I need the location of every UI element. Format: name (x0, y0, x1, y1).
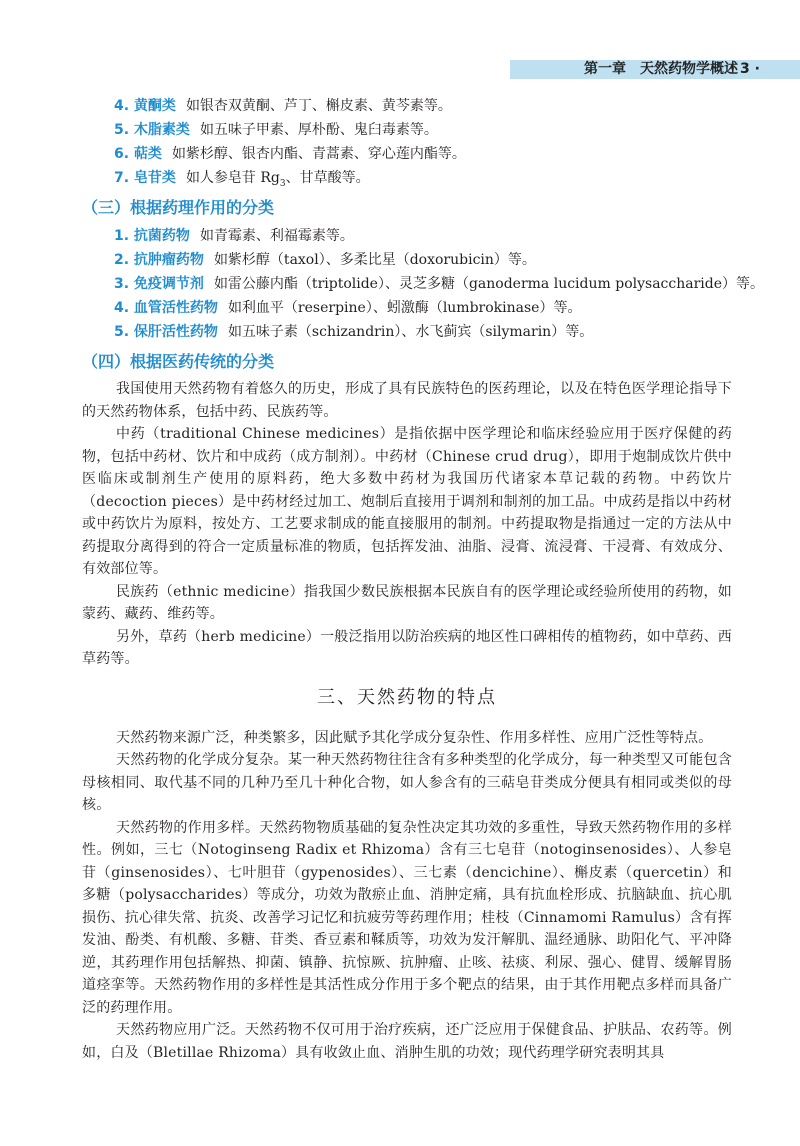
paragraph: 中药（traditional Chinese medicines）是指依据中医学理论和临床经验应用于医疗保健的药物，包括中药材、饮片和中成药（成方制剂）。中药材（Chinese crud drug），即用于炮制成饮片供中医临床或制剂生产使用的原料药，绝大多数中药材为我国历代诸家本草记载的药物。中药饮片（decoction pieces）是中药材经过加工、炮制后直接用于调剂和制剂的加工品。中成药是指以中药材或中药饮片为原料，按处方、工艺要求制成的能直接服用的制剂。中药提取物是指通过一定的方法从中药提取分离得到的符合一定质量标准的物质，包括挥发油、油脂、浸膏、流浸膏、干浸膏、有效成分、有效部位等。 (82, 426, 732, 577)
list-item: 7. 皂苷类 如人参皂苷 $Rg_3$、甘草酸等。 (114, 170, 370, 189)
section-heading: （三）根据药理作用的分类 (82, 198, 275, 217)
section-heading: （四）根据医药传统的分类 (82, 352, 275, 371)
paragraph: 另外，草药（herb medicine）一般泛指用以防治疾病的地区性口碑相传的植物药，如中草药、西草药等。 (82, 628, 732, 667)
paragraph: 天然药物的化学成分复杂。某一种天然药物往往含有多种类型的化学成分，每一种类型又可能包含母核相同、取代基不同的几种乃至几十种化合物，如人参含有的三萜皂苷类成分便具有相同或类似的母核。 (82, 752, 732, 813)
list-item: 6. 萜类 如紫杉醇、银杏内酯、青蒿素、穿心莲内酯等。 (114, 146, 466, 162)
list-item: 5. 木脂素类 如五味子甲素、厚朴酚、鬼臼毒素等。 (114, 122, 438, 138)
paragraph: 天然药物的作用多样。天然药物物质基础的复杂性决定其功效的多重性，导致天然药物作用的多样性。例如，三七（Notoginseng Radix et Rhizoma）含有三七皂苷（notoginsenosides）、人参皂苷（ginsenosides）、七叶胆苷（gypenosides）、三七素（dencichine）、槲皮素（quercetin）和多糖（polysaccharides）等成分，功效为散瘀止血、消肿定痛，具有抗血栓形成、抗脑缺血、抗心肌损伤、抗心律失常、抗炎、改善学习记忆和抗疲劳等药理作用；桂枝（Cinnamomi Ramulus）含有挥发油、酚类、有机酸、多糖、苷类、香豆素和鞣质等，功效为发汗解肌、温经通脉、助阳化气、平冲降逆，其药理作用包括解热、抑菌、镇静、抗惊厥、抗肿瘤、止咳、祛痰、利尿、强心、健胃、缓解胃肠道痉挛等。天然药物作用的多样性是其活性成分作用于多个靶点的结果，由于其作用靶点多样而具备广泛的药理作用。 (82, 819, 732, 1016)
paragraph: 天然药物来源广泛，种类繁多，因此赋予其化学成分复杂性、作用多样性、应用广泛性等特点。 (116, 729, 713, 746)
list-item: 2. 抗肿瘤药物 如紫杉醇（taxol）、多柔比星（doxorubicin）等。 (114, 252, 536, 268)
page-number: · 3 · (729, 61, 760, 77)
chapter-header: 第一章 天然药物学概述 (584, 61, 738, 77)
section-title: 三、天然药物的特点 (317, 686, 497, 708)
paragraph: 我国使用天然药物有着悠久的历史，形成了具有民族特色的医药理论，以及在特色医学理论指导下的天然药物体系，包括中药、民族药等。 (82, 381, 732, 420)
paragraph: 天然药物应用广泛。天然药物不仅可用于治疗疾病，还广泛应用于保健食品、护肤品、农药等。例如，白及（Bletillae Rhizoma）具有收敛止血、消肿生肌的功效；现代药理学研究表明其具 (82, 1022, 732, 1061)
paragraph: 民族药（ethnic medicine）指我国少数民族根据本民族自有的医学理论或经验所使用的药物，如蒙药、藏药、维药等。 (82, 583, 732, 622)
page-content (82, 94, 765, 1064)
list-item: 4. 黄酮类 如银杏双黄酮、芦丁、槲皮素、黄芩素等。 (114, 98, 452, 114)
list-item: 1. 抗菌药物 如青霉素、利福霉素等。 (114, 228, 354, 244)
list-item: 4. 血管活性药物 如利血平（reserpine）、蚓激酶（lumbrokinase）等。 (114, 300, 582, 316)
list-item: 3. 免疫调节剂 如雷公藤内酯（triptolide）、灵芝多糖（ganoderma lucidum polysaccharide）等。 (114, 276, 765, 292)
list-item: 5. 保肝活性药物 如五味子素（schizandrin）、水飞蓟宾（silymarin）等。 (114, 324, 594, 340)
